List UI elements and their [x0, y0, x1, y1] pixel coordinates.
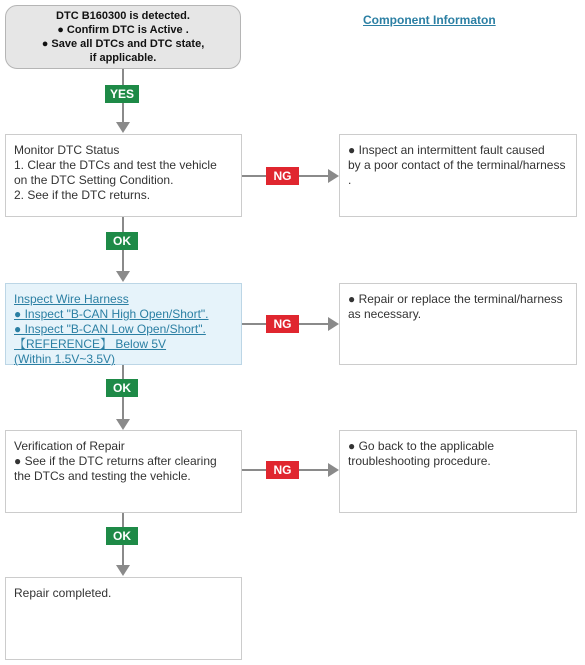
- step-line: on the DTC Setting Condition.: [14, 173, 174, 187]
- start-line: DTC B160300 is detected.: [56, 10, 190, 22]
- start-node: [5, 5, 241, 69]
- arrow-down-icon: [116, 122, 130, 133]
- ng-badge: NG: [266, 315, 299, 333]
- step-line: 2. See if the DTC returns.: [14, 188, 151, 202]
- action-line: as necessary.: [348, 307, 422, 321]
- ok-badge: OK: [106, 527, 138, 545]
- step-inspect-wire-harness: [5, 283, 242, 365]
- action-line: ● Inspect an intermittent fault caused: [348, 143, 545, 157]
- arrow-right-icon: [328, 169, 339, 183]
- arrow-down-icon: [116, 565, 130, 576]
- action-line: ● Repair or replace the terminal/harness: [348, 292, 563, 306]
- step-line: ● See if the DTC returns after clearing: [14, 454, 217, 468]
- arrow-down-icon: [116, 419, 130, 430]
- ng-action-go-back: [339, 430, 577, 513]
- final-line: Repair completed.: [14, 586, 112, 600]
- step-monitor-dtc-status: [5, 134, 242, 217]
- step-line: 1. Clear the DTCs and test the vehicle: [14, 158, 217, 172]
- arrow-right-icon: [328, 463, 339, 477]
- reference-range-link[interactable]: (Within 1.5V~3.5V): [14, 352, 116, 366]
- action-line: ● Go back to the applicable: [348, 439, 495, 453]
- step-verification-of-repair: [5, 430, 242, 513]
- final-repair-completed: [5, 577, 242, 660]
- ng-action-intermittent-fault: [339, 134, 577, 217]
- start-line: ● Confirm DTC is Active .: [57, 24, 189, 36]
- arrow-down-icon: [116, 271, 130, 282]
- start-line: if applicable.: [89, 52, 157, 64]
- step-line: Monitor DTC Status: [14, 143, 120, 157]
- action-line: by a poor contact of the terminal/harness: [348, 158, 566, 172]
- start-line: ● Save all DTCs and DTC state,: [41, 38, 205, 50]
- step-line: the DTCs and testing the vehicle.: [14, 469, 191, 483]
- yes-badge: YES: [105, 85, 139, 103]
- arrow-right-icon: [328, 317, 339, 331]
- ok-badge: OK: [106, 379, 138, 397]
- ok-badge: OK: [106, 232, 138, 250]
- inspect-wire-harness-link[interactable]: Inspect Wire Harness: [14, 292, 129, 306]
- reference-link[interactable]: 【REFERENCE】 Below 5V: [14, 337, 167, 351]
- inspect-bcan-low-link[interactable]: ● Inspect "B-CAN Low Open/Short".: [14, 322, 206, 336]
- step-line: Verification of Repair: [14, 439, 125, 453]
- component-information-link[interactable]: Component Informaton: [363, 13, 496, 27]
- action-line: .: [348, 173, 352, 187]
- inspect-bcan-high-link[interactable]: ● Inspect "B-CAN High Open/Short".: [14, 307, 209, 321]
- action-line: troubleshooting procedure.: [348, 454, 491, 468]
- ng-action-repair-replace: [339, 283, 577, 365]
- ng-badge: NG: [266, 461, 299, 479]
- ng-badge: NG: [266, 167, 299, 185]
